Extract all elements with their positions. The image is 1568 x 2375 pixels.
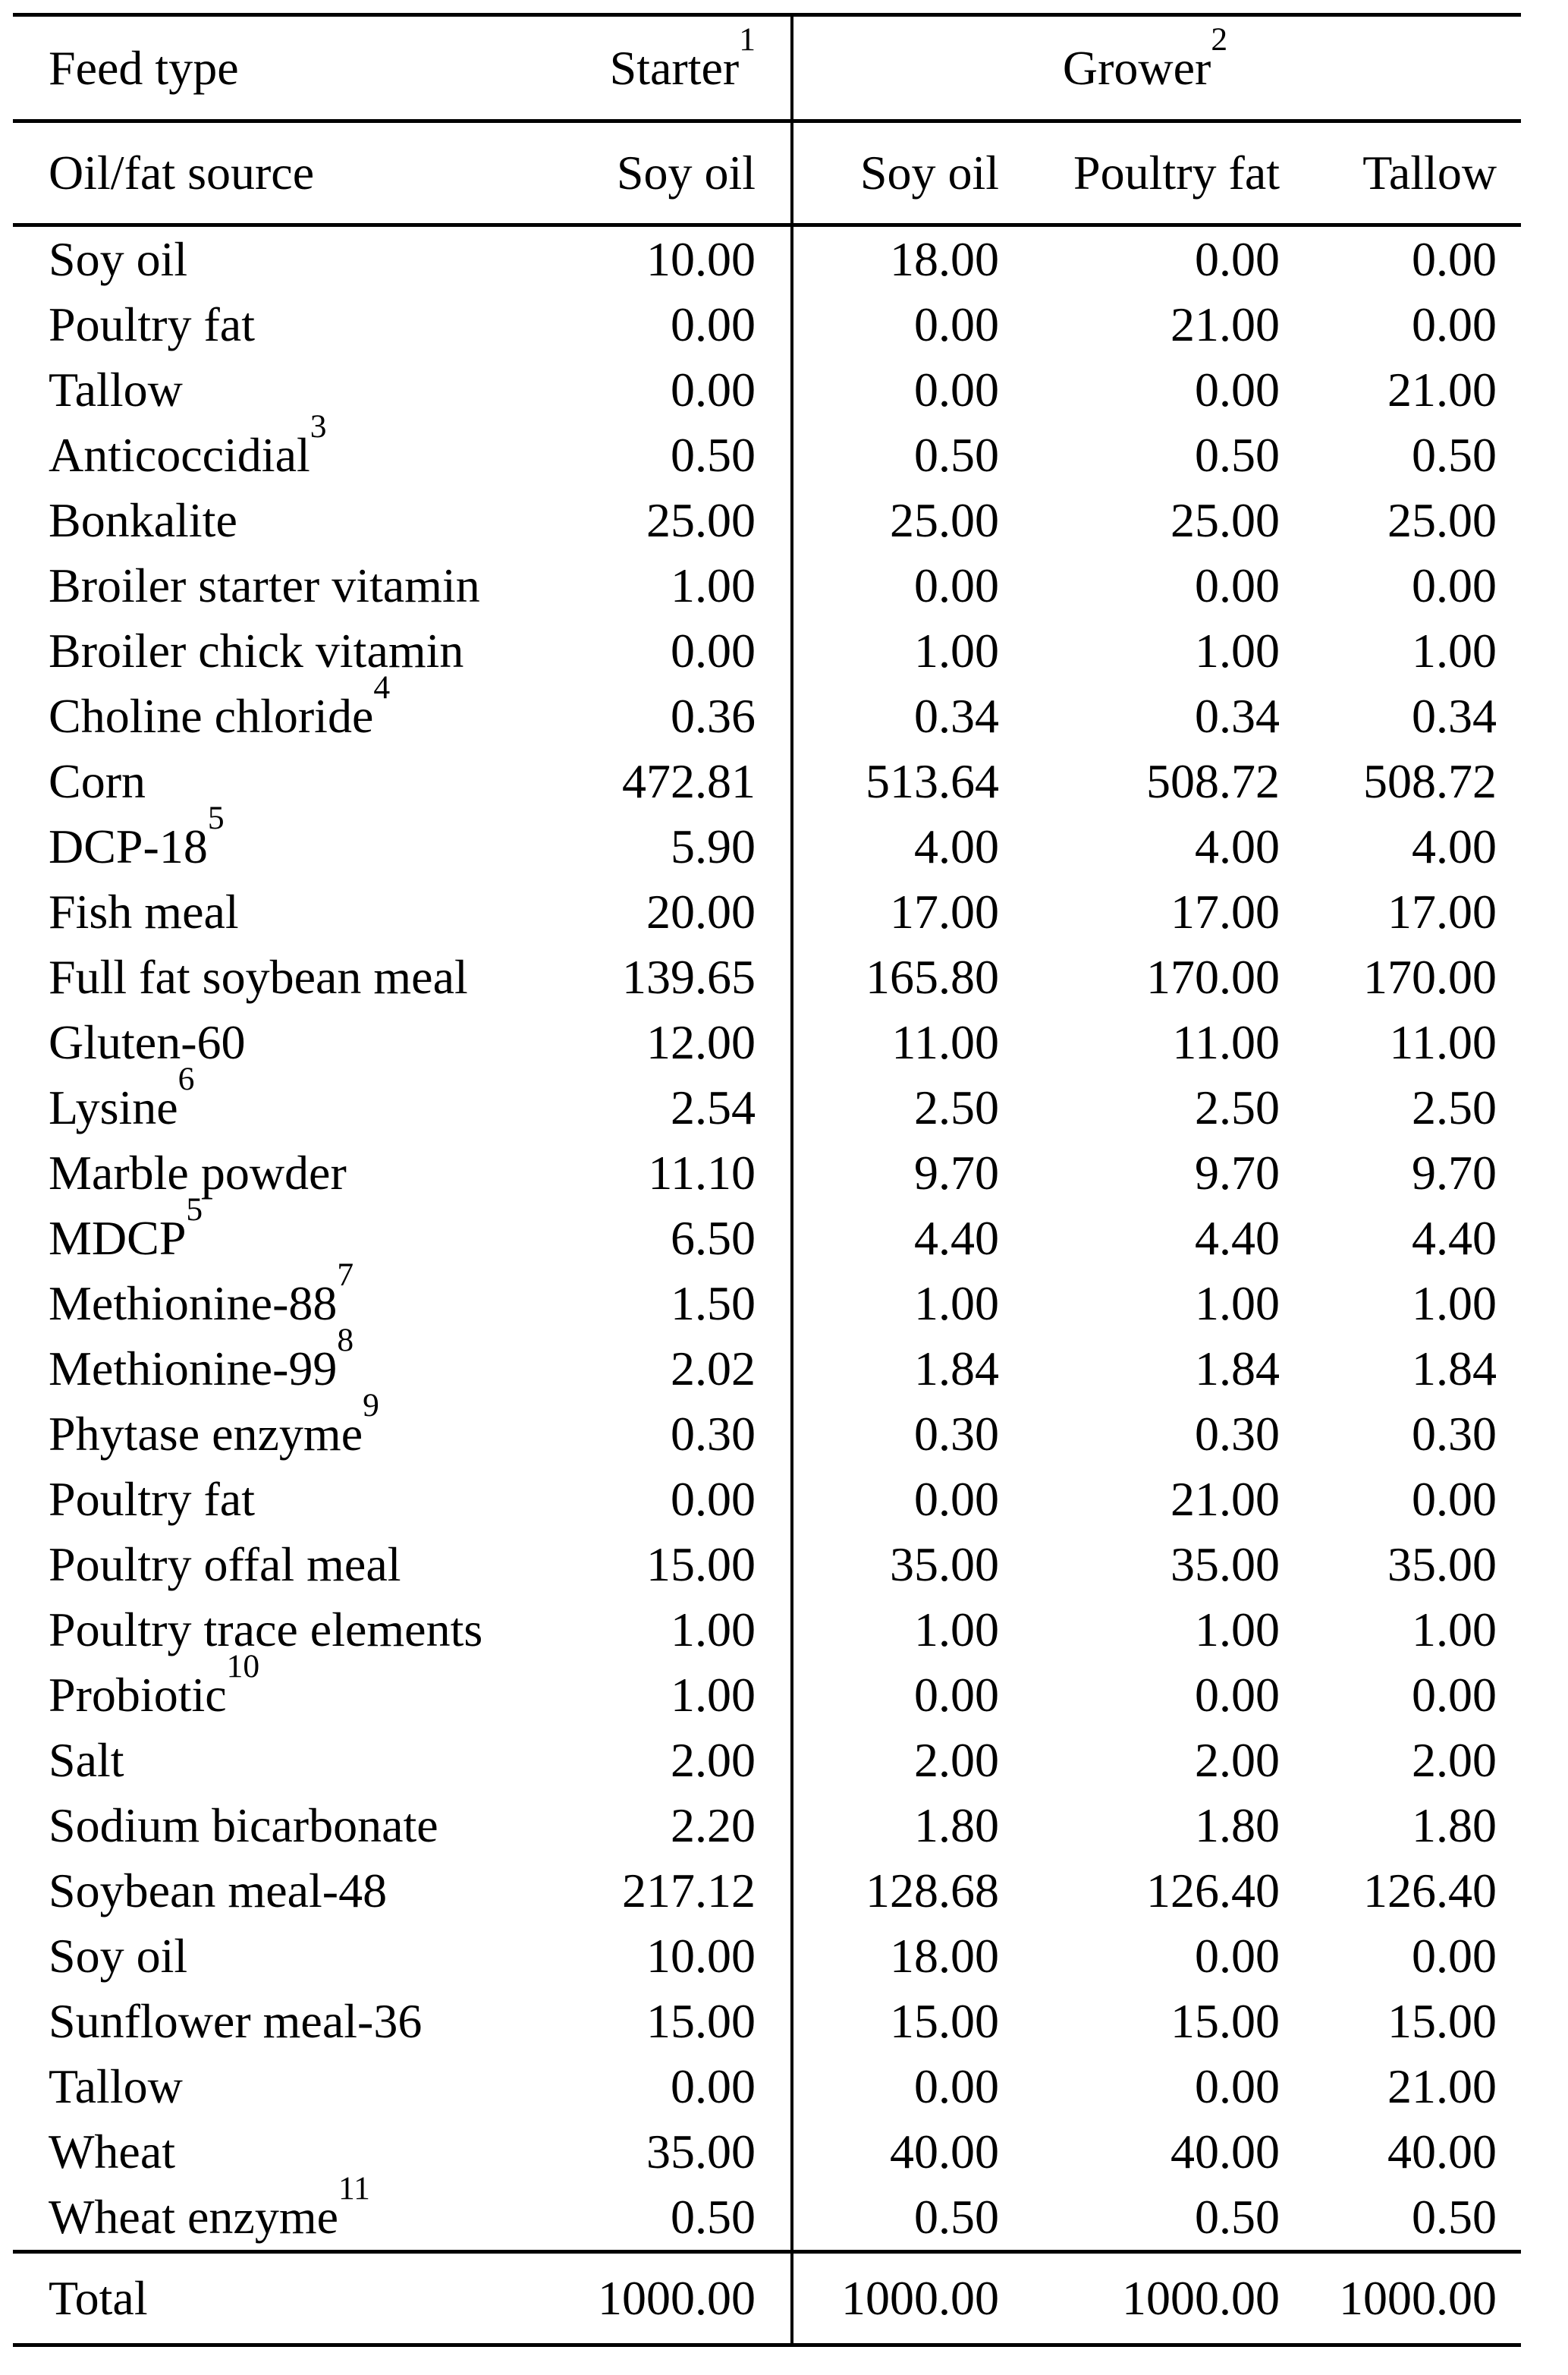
ingredient-label <box>13 1257 536 1336</box>
grower-tallow-value: 17.00 <box>1387 885 1497 939</box>
grower-tallow-value: 11.00 <box>1389 1015 1497 1069</box>
grower-poultry-fat-value: 0.50 <box>1195 428 1280 482</box>
ingredient-label <box>13 879 536 945</box>
ingredient-label <box>13 292 536 357</box>
ingredient-label <box>13 488 536 553</box>
grower-poultry-fat-value: 508.72 <box>1146 754 1280 808</box>
ingredient-name: Bonkalite <box>49 493 237 547</box>
ingredient-row <box>13 1075 1521 1140</box>
ingredient-label <box>13 618 536 684</box>
grower-poultry-fat-value: 0.00 <box>1195 1668 1280 1722</box>
ingredient-label <box>13 1858 536 1924</box>
grower-poultry-fat-value: 15.00 <box>1171 1994 1280 2048</box>
starter-soy-oil-value: 1.50 <box>536 1271 792 1336</box>
ingredient-row <box>13 2119 1521 2185</box>
grower-tallow-value: 0.50 <box>1412 2190 1497 2244</box>
grower-tallow-value: 15.00 <box>1387 1994 1497 2048</box>
feed-composition-table <box>13 13 1521 2347</box>
ingredient-name: Phytase enzyme <box>49 1407 363 1461</box>
ingredient-label <box>13 1532 536 1597</box>
ingredient-name: Probiotic <box>49 1668 227 1722</box>
ingredient-name: Anticoccidial <box>49 428 310 482</box>
ingredient-name: Fish meal <box>49 885 239 939</box>
grower-tallow-value: 40.00 <box>1387 2125 1497 2178</box>
ingredient-label <box>13 669 536 749</box>
grower-soy-oil-value: 1.00 <box>914 1603 999 1656</box>
grower-soy-oil-value: 2.00 <box>914 1733 999 1787</box>
grower-column-header <box>792 15 1521 121</box>
starter-soy-oil-value: 15.00 <box>536 1989 792 2054</box>
starter-soy-oil-value: 472.81 <box>536 749 792 814</box>
grower-soy-oil-value: 165.80 <box>866 950 999 1004</box>
grower-header-text: Grower <box>1062 40 1211 95</box>
ingredient-name: Wheat enzyme <box>49 2190 338 2244</box>
starter-soy-oil-value: 11.10 <box>536 1140 792 1206</box>
grower-tallow-value: 4.40 <box>1412 1211 1497 1265</box>
footnote-mark: 7 <box>337 1257 354 1294</box>
grower-tallow-value: 0.30 <box>1412 1407 1497 1461</box>
grower-poultry-fat-value: 0.50 <box>1195 2190 1280 2244</box>
ingredient-name: Sodium bicarbonate <box>49 1798 438 1852</box>
grower-poultry-fat-value: 2.00 <box>1195 1733 1280 1787</box>
ingredient-label <box>13 1140 536 1206</box>
ingredient-name: Methionine-88 <box>49 1276 338 1330</box>
starter-soy-oil-value: 0.50 <box>536 423 792 488</box>
starter-soy-oil-value: 0.36 <box>536 684 792 749</box>
ingredient-row <box>13 1532 1521 1597</box>
ingredient-label <box>13 1597 536 1662</box>
grower-tallow-value: 2.00 <box>1412 1733 1497 1787</box>
ingredient-label <box>13 1924 536 1989</box>
ingredient-label <box>13 1010 536 1075</box>
ingredient-name: Salt <box>49 1733 124 1787</box>
ingredient-row <box>13 553 1521 618</box>
ingredient-label <box>13 1793 536 1858</box>
grower-soy-oil-value: 0.00 <box>914 558 999 612</box>
table-header <box>13 15 1521 225</box>
grower-poultry-fat-value: 11.00 <box>1172 1015 1280 1069</box>
grower-poultry-fat-value: 21.00 <box>1171 1472 1280 1526</box>
header-row-oil-fat-source <box>13 121 1521 225</box>
ingredient-name: Wheat <box>49 2125 175 2178</box>
footnote-mark: 10 <box>226 1648 260 1685</box>
ingredient-label <box>13 1648 536 1728</box>
grower-poultry-fat-value: 25.00 <box>1171 493 1280 547</box>
ingredient-row <box>13 684 1521 749</box>
grower-tallow-value: 0.00 <box>1412 297 1497 351</box>
grower-soy-oil-value: 1.00 <box>914 1276 999 1330</box>
grower-poultry-fat-value: 2.50 <box>1195 1081 1280 1134</box>
starter-column-header <box>536 15 792 121</box>
total-grower-tallow-value: 1000.00 <box>1293 2252 1521 2345</box>
grower-poultry-fat-value: 0.00 <box>1195 232 1280 286</box>
ingredient-name: Sunflower meal-36 <box>49 1994 423 2048</box>
ingredient-row <box>13 945 1521 1010</box>
grower-tallow-value: 2.50 <box>1412 1081 1497 1134</box>
grower-soy-oil-value: 0.50 <box>914 2190 999 2244</box>
ingredient-row <box>13 1989 1521 2054</box>
header-row-feed-type <box>13 15 1521 121</box>
ingredient-row <box>13 488 1521 553</box>
grower-tallow-value: 508.72 <box>1363 754 1497 808</box>
starter-soy-oil-value: 5.90 <box>536 814 792 879</box>
grower-tallow-value: 1.80 <box>1412 1798 1497 1852</box>
ingredient-name: Soy oil <box>49 1929 188 1983</box>
ingredient-name: Choline chloride <box>49 689 374 743</box>
ingredient-row <box>13 1401 1521 1467</box>
starter-soy-oil-value: 0.00 <box>536 357 792 423</box>
grower-tallow-value: 0.00 <box>1412 1668 1497 1722</box>
grower-soy-oil-value: 0.00 <box>914 2059 999 2113</box>
grower-soy-oil-value: 1.84 <box>914 1342 999 1395</box>
grower-tallow-value: 21.00 <box>1387 2059 1497 2113</box>
ingredient-row <box>13 1662 1521 1728</box>
grower-poultry-fat-value: 40.00 <box>1171 2125 1280 2178</box>
grower-tallow-value: 4.00 <box>1412 819 1497 873</box>
grower-poultry-fat-value: 0.00 <box>1195 2059 1280 2113</box>
grower-soy-oil-value: 0.34 <box>914 689 999 743</box>
table-footer <box>13 2252 1521 2345</box>
grower-poultry-fat-value: 4.00 <box>1195 819 1280 873</box>
grower-soy-oil-value: 1.80 <box>914 1798 999 1852</box>
ingredient-label <box>13 1322 536 1401</box>
starter-soy-oil-value: 139.65 <box>536 945 792 1010</box>
grower-soy-oil-subheader: Soy oil <box>792 121 1005 225</box>
ingredient-row <box>13 1206 1521 1271</box>
ingredient-row <box>13 1793 1521 1858</box>
ingredient-row <box>13 357 1521 423</box>
ingredient-name: Poultry trace elements <box>49 1603 483 1656</box>
grower-poultry-fat-value: 21.00 <box>1171 297 1280 351</box>
footnote-mark: 4 <box>373 669 391 706</box>
ingredient-label <box>13 1467 536 1532</box>
ingredient-row <box>13 814 1521 879</box>
total-grower-soy-oil-value: 1000.00 <box>792 2252 1005 2345</box>
ingredient-name: Gluten-60 <box>49 1015 246 1069</box>
ingredient-row <box>13 2054 1521 2119</box>
starter-soy-oil-value: 1.00 <box>536 1662 792 1728</box>
grower-poultry-fat-value: 1.80 <box>1195 1798 1280 1852</box>
footnote-mark: 11 <box>338 2170 370 2207</box>
ingredient-name: MDCP <box>49 1211 187 1265</box>
grower-soy-oil-value: 18.00 <box>890 232 999 286</box>
starter-soy-oil-value: 0.50 <box>536 2185 792 2252</box>
grower-soy-oil-value: 0.50 <box>914 428 999 482</box>
grower-tallow-value: 0.50 <box>1412 428 1497 482</box>
footnote-mark: 9 <box>363 1387 379 1424</box>
grower-poultry-fat-value: 4.40 <box>1195 1211 1280 1265</box>
ingredient-label <box>13 1989 536 2054</box>
grower-soy-oil-value: 4.40 <box>914 1211 999 1265</box>
starter-soy-oil-subheader: Soy oil <box>536 121 792 225</box>
total-grower-poultry-fat-value: 1000.00 <box>1005 2252 1293 2345</box>
table-body <box>13 225 1521 2252</box>
ingredient-label <box>13 1191 536 1271</box>
starter-soy-oil-value: 10.00 <box>536 225 792 293</box>
grower-soy-oil-value: 128.68 <box>866 1864 999 1917</box>
starter-soy-oil-value: 0.30 <box>536 1401 792 1467</box>
starter-soy-oil-value: 2.54 <box>536 1075 792 1140</box>
grower-poultry-fat-value: 0.30 <box>1195 1407 1280 1461</box>
grower-tallow-value: 25.00 <box>1387 493 1497 547</box>
ingredient-name: Broiler starter vitamin <box>49 558 480 612</box>
footnote-mark: 6 <box>178 1061 195 1098</box>
starter-soy-oil-value: 35.00 <box>536 2119 792 2185</box>
grower-poultry-fat-value: 170.00 <box>1146 950 1280 1004</box>
ingredient-name: Marble powder <box>49 1146 347 1200</box>
grower-tallow-subheader: Tallow <box>1293 121 1521 225</box>
grower-soy-oil-value: 513.64 <box>866 754 999 808</box>
ingredient-row <box>13 1924 1521 1989</box>
grower-poultry-fat-value: 0.00 <box>1195 1929 1280 1983</box>
grower-tallow-value: 126.40 <box>1363 1864 1497 1917</box>
ingredient-row <box>13 1271 1521 1336</box>
grower-poultry-fat-value: 1.84 <box>1195 1342 1280 1395</box>
ingredient-row <box>13 1467 1521 1532</box>
ingredient-row <box>13 2185 1521 2252</box>
ingredient-name: Soy oil <box>49 232 188 286</box>
ingredient-label <box>13 1387 536 1467</box>
grower-tallow-value: 0.00 <box>1412 1929 1497 1983</box>
grower-tallow-value: 0.00 <box>1412 558 1497 612</box>
grower-poultry-fat-subheader: Poultry fat <box>1005 121 1293 225</box>
grower-soy-oil-value: 25.00 <box>890 493 999 547</box>
grower-soy-oil-value: 9.70 <box>914 1146 999 1200</box>
grower-soy-oil-value: 17.00 <box>890 885 999 939</box>
grower-poultry-fat-value: 1.00 <box>1195 1276 1280 1330</box>
grower-tallow-value: 0.00 <box>1412 1472 1497 1526</box>
grower-soy-oil-value: 11.00 <box>891 1015 999 1069</box>
starter-soy-oil-value: 0.00 <box>536 618 792 684</box>
grower-poultry-fat-value: 17.00 <box>1171 885 1280 939</box>
ingredient-name: Tallow <box>49 2059 183 2113</box>
grower-soy-oil-value: 4.00 <box>914 819 999 873</box>
grower-tallow-value: 1.84 <box>1412 1342 1497 1395</box>
ingredient-label <box>13 2170 536 2252</box>
ingredient-row <box>13 423 1521 488</box>
ingredient-label <box>13 945 536 1010</box>
grower-soy-oil-value: 35.00 <box>890 1537 999 1591</box>
grower-poultry-fat-value: 1.00 <box>1195 1603 1280 1656</box>
ingredient-name: Lysine <box>49 1081 178 1134</box>
grower-soy-oil-value: 40.00 <box>890 2125 999 2178</box>
grower-soy-oil-value: 1.00 <box>914 624 999 678</box>
starter-soy-oil-value: 2.20 <box>536 1793 792 1858</box>
starter-soy-oil-value: 25.00 <box>536 488 792 553</box>
ingredient-label <box>13 800 536 879</box>
ingredient-label <box>13 749 536 814</box>
starter-footnote-mark: 1 <box>739 20 756 58</box>
grower-soy-oil-value: 2.50 <box>914 1081 999 1134</box>
grower-tallow-value: 35.00 <box>1387 1537 1497 1591</box>
ingredient-name: Soybean meal-48 <box>49 1864 388 1917</box>
grower-poultry-fat-value: 0.00 <box>1195 363 1280 417</box>
grower-poultry-fat-value: 0.00 <box>1195 558 1280 612</box>
ingredient-label <box>13 1061 536 1140</box>
grower-poultry-fat-value: 0.34 <box>1195 689 1280 743</box>
grower-poultry-fat-value: 9.70 <box>1195 1146 1280 1200</box>
ingredient-label <box>13 408 536 488</box>
starter-soy-oil-value: 0.00 <box>536 292 792 357</box>
grower-soy-oil-value: 0.00 <box>914 363 999 417</box>
grower-soy-oil-value: 0.00 <box>914 1472 999 1526</box>
starter-soy-oil-value: 20.00 <box>536 879 792 945</box>
ingredient-label <box>13 2119 536 2185</box>
footnote-mark: 5 <box>186 1191 203 1228</box>
starter-soy-oil-value: 15.00 <box>536 1532 792 1597</box>
grower-poultry-fat-value: 126.40 <box>1146 1864 1280 1917</box>
starter-header-text: Starter <box>609 40 740 95</box>
ingredient-label <box>13 225 536 293</box>
ingredient-row <box>13 1140 1521 1206</box>
ingredient-row <box>13 1728 1521 1793</box>
grower-tallow-value: 21.00 <box>1387 363 1497 417</box>
ingredient-label <box>13 1728 536 1793</box>
ingredient-name: Poultry fat <box>49 1472 255 1526</box>
ingredient-row <box>13 749 1521 814</box>
starter-soy-oil-value: 2.00 <box>536 1728 792 1793</box>
grower-tallow-value: 9.70 <box>1412 1146 1497 1200</box>
starter-soy-oil-value: 0.00 <box>536 1467 792 1532</box>
starter-soy-oil-value: 0.00 <box>536 2054 792 2119</box>
ingredient-label <box>13 2054 536 2119</box>
ingredient-row <box>13 618 1521 684</box>
oil-fat-source-header: Oil/fat source <box>13 121 536 225</box>
grower-soy-oil-value: 0.30 <box>914 1407 999 1461</box>
starter-soy-oil-value: 1.00 <box>536 553 792 618</box>
starter-soy-oil-value: 217.12 <box>536 1858 792 1924</box>
ingredient-name: DCP-18 <box>49 819 208 873</box>
grower-soy-oil-value: 15.00 <box>890 1994 999 2048</box>
footnote-mark: 5 <box>207 800 225 837</box>
ingredient-name: Tallow <box>49 363 183 417</box>
starter-soy-oil-value: 10.00 <box>536 1924 792 1989</box>
ingredient-row <box>13 879 1521 945</box>
ingredient-row <box>13 225 1521 293</box>
grower-soy-oil-value: 0.00 <box>914 1668 999 1722</box>
grower-tallow-value: 1.00 <box>1412 624 1497 678</box>
grower-soy-oil-value: 18.00 <box>890 1929 999 1983</box>
ingredient-name: Broiler chick vitamin <box>49 624 464 678</box>
starter-soy-oil-value: 2.02 <box>536 1336 792 1401</box>
grower-tallow-value: 1.00 <box>1412 1276 1497 1330</box>
starter-soy-oil-value: 12.00 <box>536 1010 792 1075</box>
ingredient-name: Methionine-99 <box>49 1342 338 1395</box>
ingredient-name: Poultry fat <box>49 297 255 351</box>
ingredient-row <box>13 1010 1521 1075</box>
ingredient-name: Full fat soybean meal <box>49 950 468 1004</box>
grower-poultry-fat-value: 1.00 <box>1195 624 1280 678</box>
total-label: Total <box>13 2252 536 2345</box>
grower-tallow-value: 170.00 <box>1363 950 1497 1004</box>
ingredient-row <box>13 1336 1521 1401</box>
ingredient-row <box>13 292 1521 357</box>
total-starter-soy-oil-value: 1000.00 <box>536 2252 792 2345</box>
ingredient-name: Poultry offal meal <box>49 1537 401 1591</box>
grower-footnote-mark: 2 <box>1211 20 1228 58</box>
total-row <box>13 2252 1521 2345</box>
feed-type-header: Feed type <box>13 15 536 121</box>
ingredient-name: Corn <box>49 754 146 808</box>
ingredient-label <box>13 357 536 423</box>
footnote-mark: 3 <box>310 408 327 445</box>
grower-tallow-value: 1.00 <box>1412 1603 1497 1656</box>
starter-soy-oil-value: 1.00 <box>536 1597 792 1662</box>
footnote-mark: 8 <box>337 1322 354 1359</box>
ingredient-row <box>13 1858 1521 1924</box>
starter-soy-oil-value: 6.50 <box>536 1206 792 1271</box>
grower-soy-oil-value: 0.00 <box>914 297 999 351</box>
grower-poultry-fat-value: 35.00 <box>1171 1537 1280 1591</box>
ingredient-label <box>13 553 536 618</box>
grower-tallow-value: 0.34 <box>1412 689 1497 743</box>
grower-tallow-value: 0.00 <box>1412 232 1497 286</box>
